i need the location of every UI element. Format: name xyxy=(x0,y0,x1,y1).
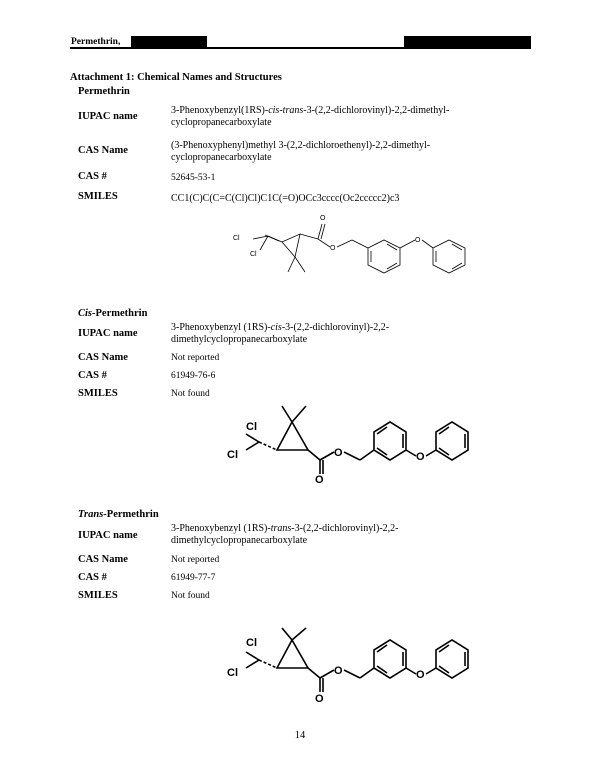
value-smiles: Not found xyxy=(171,591,210,601)
oxygen-label: O xyxy=(334,447,343,459)
chlorine-label: Cl xyxy=(250,251,257,258)
chlorine-label: Cl xyxy=(233,235,240,242)
oxygen-label: O xyxy=(416,669,425,681)
oxygen-label: O xyxy=(416,451,425,463)
label-iupac: IUPAC name xyxy=(78,328,138,339)
section-title-trans: Trans-Permethrin xyxy=(78,509,159,520)
value-cas-name: Not reported xyxy=(171,555,220,565)
label-cas-name: CAS Name xyxy=(78,145,128,156)
redaction-bar xyxy=(404,36,531,47)
chlorine-label: Cl xyxy=(227,449,238,461)
section-title-permethrin: Permethrin xyxy=(78,86,130,97)
value-cas-name: Not reported xyxy=(171,353,220,363)
value-cas-number: 52645-53-1 xyxy=(171,173,216,183)
label-smiles: SMILES xyxy=(78,388,118,399)
cis-permethrin-structure xyxy=(224,384,474,484)
label-iupac: IUPAC name xyxy=(78,111,138,122)
value-iupac: 3-Phenoxybenzyl (1RS)-trans-3-(2,2-dichlorovinyl)-2,2- dimethylcyclopropanecarboxylate xyxy=(171,523,399,546)
section-title-cis: Cis-Permethrin xyxy=(78,308,148,319)
label-cas-number: CAS # xyxy=(78,171,107,182)
chlorine-label: Cl xyxy=(246,637,257,649)
label-cas-name: CAS Name xyxy=(78,352,128,363)
oxygen-label: O xyxy=(334,665,343,677)
value-iupac: 3-Phenoxybenzyl(1RS)-cis-trans-3-(2,2-dichlorovinyl)-2,2-dimethyl- cyclopropanecarboxylate xyxy=(171,105,450,128)
trans-permethrin-structure xyxy=(224,626,474,726)
oxygen-label: O xyxy=(415,237,421,244)
value-iupac: 3-Phenoxybenzyl (1RS)-cis-3-(2,2-dichlorovinyl)-2,2- dimethylcyclopropanecarboxylate xyxy=(171,322,390,345)
value-smiles: Not found xyxy=(171,389,210,399)
value-cas-name: (3-Phenoxyphenyl)methyl 3-(2,2-dichloroethenyl)-2,2-dimethyl- cyclopropanecarboxylate xyxy=(171,140,431,163)
label-iupac: IUPAC name xyxy=(78,530,138,541)
value-cas-number: 61949-77-7 xyxy=(171,573,216,583)
redaction-bar xyxy=(131,36,207,47)
chlorine-label: Cl xyxy=(246,421,257,433)
page-heading: Attachment 1: Chemical Names and Structures xyxy=(70,72,282,83)
label-smiles: SMILES xyxy=(78,590,118,601)
chlorine-label: Cl xyxy=(227,667,238,679)
label-smiles: SMILES xyxy=(78,191,118,202)
label-cas-name: CAS Name xyxy=(78,554,128,565)
running-header-title: Permethrin, xyxy=(71,37,121,47)
permethrin-structure xyxy=(225,210,475,282)
oxygen-label: O xyxy=(315,474,324,486)
value-smiles: CC1(C)C(C=C(Cl)Cl)C1C(=O)OCc3cccc(Oc2ccccc2)c3 xyxy=(171,193,400,204)
header-rule xyxy=(70,47,531,49)
label-cas-number: CAS # xyxy=(78,572,107,583)
oxygen-label: O xyxy=(320,215,326,222)
value-cas-number: 61949-76-6 xyxy=(171,371,216,381)
oxygen-label: O xyxy=(315,693,324,705)
page-number: 14 xyxy=(294,730,306,741)
label-cas-number: CAS # xyxy=(78,370,107,381)
oxygen-label: O xyxy=(330,245,336,252)
